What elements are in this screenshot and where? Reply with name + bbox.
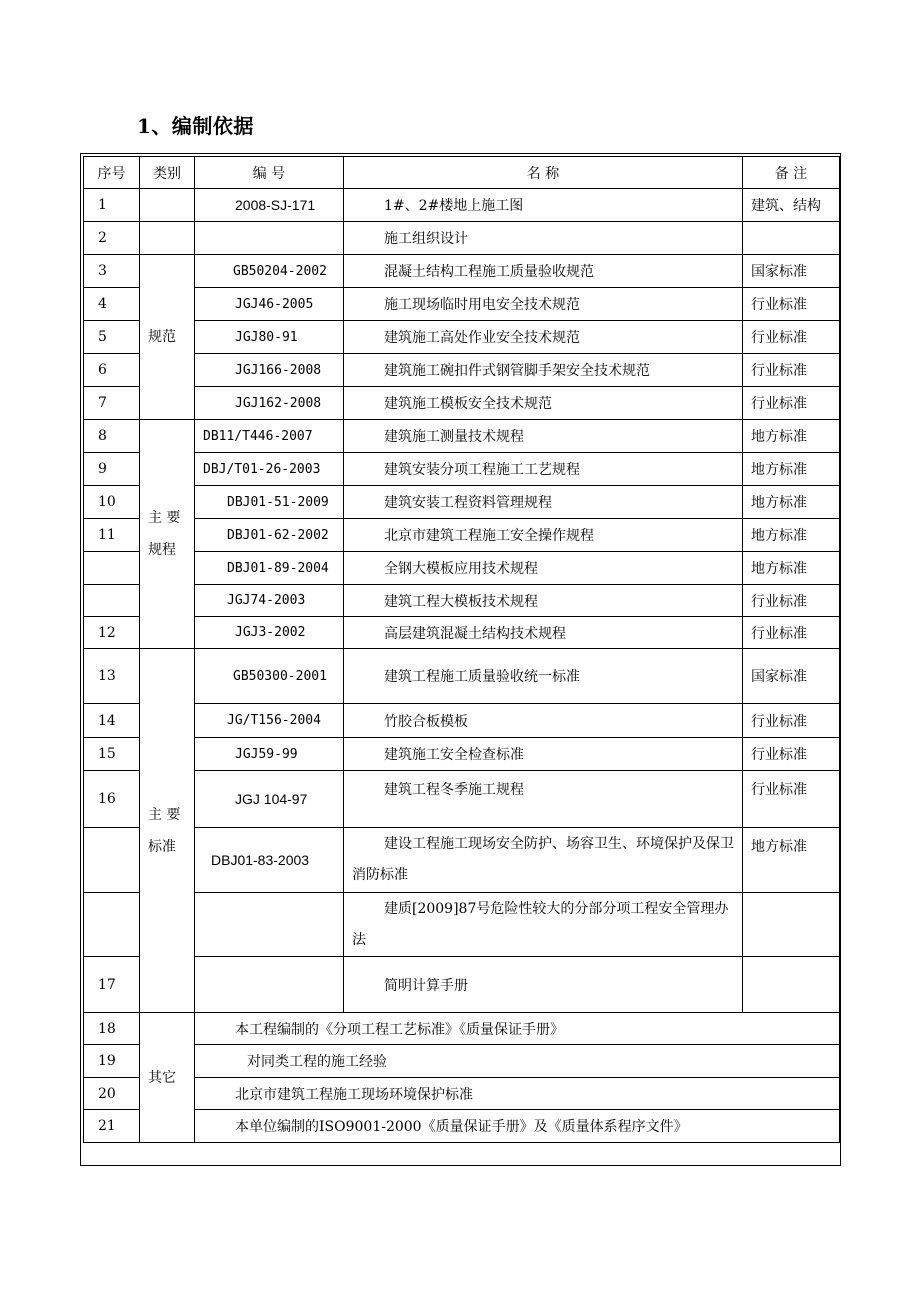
cell-code: DBJ01-83-2003 <box>195 828 344 893</box>
cell-code: JGJ74-2003 <box>195 585 344 617</box>
table-row <box>84 1078 840 1110</box>
table-row <box>84 828 840 893</box>
cell-note: 地方标准 <box>743 552 840 585</box>
cell-seq: 14 <box>84 704 140 738</box>
cell-name: 建设工程施工现场安全防护、场容卫生、环境保护及保卫消防标准 <box>344 828 743 893</box>
cell-code: JGJ59-99 <box>195 738 344 771</box>
cell-name: 施工组织设计 <box>344 222 743 255</box>
cell-note: 国家标准 <box>743 255 840 288</box>
cell-category-empty <box>140 189 195 222</box>
cell-seq <box>84 585 140 617</box>
table-row <box>84 255 840 288</box>
cell-other-text: 北京市建筑工程施工现场环境保护标准 <box>195 1078 840 1110</box>
header-note: 备 注 <box>743 157 840 189</box>
cell-seq: 9 <box>84 453 140 486</box>
cell-seq: 21 <box>84 1110 140 1143</box>
cell-seq: 5 <box>84 321 140 354</box>
cell-category-regulation: 主 要 规程 <box>140 420 195 649</box>
cell-name: 北京市建筑工程施工安全操作规程 <box>344 519 743 552</box>
cell-code: JGJ80-91 <box>195 321 344 354</box>
header-category: 类别 <box>140 157 195 189</box>
cell-category-standard: 主 要 标准 <box>140 649 195 1013</box>
table-row <box>84 585 840 617</box>
cell-other-text: 本单位编制的ISO9001-2000《质量保证手册》及《质量体系程序文件》 <box>195 1110 840 1143</box>
table-row <box>84 387 840 420</box>
table-row <box>84 649 840 704</box>
cell-note: 行业标准 <box>743 321 840 354</box>
cell-code: JGJ3-2002 <box>195 617 344 649</box>
cell-seq: 2 <box>84 222 140 255</box>
cell-code: GB50300-2001 <box>195 649 344 704</box>
cell-name: 建筑施工模板安全技术规范 <box>344 387 743 420</box>
cell-seq: 19 <box>84 1045 140 1078</box>
table-row <box>84 552 840 585</box>
cell-code: JGJ166-2008 <box>195 354 344 387</box>
cell-name: 建筑安装分项工程施工工艺规程 <box>344 453 743 486</box>
cell-note: 地方标准 <box>743 420 840 453</box>
cell-seq: 16 <box>84 771 140 828</box>
cell-seq: 15 <box>84 738 140 771</box>
cell-seq: 8 <box>84 420 140 453</box>
cell-code: GB50204-2002 <box>195 255 344 288</box>
header-name: 名 称 <box>344 157 743 189</box>
cell-name: 全钢大模板应用技术规程 <box>344 552 743 585</box>
cell-note: 地方标准 <box>743 486 840 519</box>
cell-note: 行业标准 <box>743 585 840 617</box>
table-row <box>84 420 840 453</box>
cell-seq: 4 <box>84 288 140 321</box>
table-row <box>84 519 840 552</box>
cell-category-spec: 规范 <box>140 255 195 420</box>
cell-name: 施工现场临时用电安全技术规范 <box>344 288 743 321</box>
cell-name: 1#、2#楼地上施工图 <box>344 189 743 222</box>
cell-note: 行业标准 <box>743 288 840 321</box>
cell-name: 建筑工程大模板技术规程 <box>344 585 743 617</box>
cell-seq <box>84 552 140 585</box>
cell-seq <box>84 828 140 893</box>
cell-name: 建筑施工测量技术规程 <box>344 420 743 453</box>
cell-note: 地方标准 <box>743 519 840 552</box>
cell-code: DB11/T446-2007 <box>195 420 344 453</box>
table-row <box>84 288 840 321</box>
cell-code: DBJ01-62-2002 <box>195 519 344 552</box>
cell-name: 建筑施工碗扣件式钢管脚手架安全技术规范 <box>344 354 743 387</box>
cell-note: 地方标准 <box>743 828 840 893</box>
cell-seq: 13 <box>84 649 140 704</box>
table-row <box>84 189 840 222</box>
table-row <box>84 704 840 738</box>
cell-name: 建筑工程冬季施工规程 <box>344 771 743 828</box>
cell-name: 建筑施工高处作业安全技术规范 <box>344 321 743 354</box>
cell-note: 行业标准 <box>743 387 840 420</box>
table-row <box>84 771 840 828</box>
cell-note: 国家标准 <box>743 649 840 704</box>
cell-code: DBJ01-51-2009 <box>195 486 344 519</box>
table-row <box>84 453 840 486</box>
cell-seq <box>84 893 140 957</box>
cell-note: 行业标准 <box>743 738 840 771</box>
table-row <box>84 321 840 354</box>
cell-name: 建筑施工安全检查标准 <box>344 738 743 771</box>
cell-seq: 7 <box>84 387 140 420</box>
basis-table <box>83 156 840 1143</box>
cell-name: 简明计算手册 <box>344 957 743 1013</box>
header-code: 编 号 <box>195 157 344 189</box>
cell-code: JGJ46-2005 <box>195 288 344 321</box>
cell-seq: 3 <box>84 255 140 288</box>
cell-note: 行业标准 <box>743 771 840 828</box>
table-row <box>84 222 840 255</box>
table-row <box>84 1110 840 1143</box>
cell-category-empty <box>140 222 195 255</box>
table-row <box>84 486 840 519</box>
cell-note: 行业标准 <box>743 617 840 649</box>
table-row <box>84 957 840 1013</box>
cell-note: 建筑、结构 <box>743 189 840 222</box>
document-title: 1、编制依据 <box>137 114 254 138</box>
cell-note: 地方标准 <box>743 453 840 486</box>
cell-code: JGJ162-2008 <box>195 387 344 420</box>
cell-code: DBJ/T01-26-2003 <box>195 453 344 486</box>
table-header-row <box>84 157 840 189</box>
cell-note: 行业标准 <box>743 354 840 387</box>
table-row <box>84 893 840 957</box>
cell-seq: 10 <box>84 486 140 519</box>
cell-code <box>195 893 344 957</box>
cell-name: 建质[2009]87号危险性较大的分部分项工程安全管理办法 <box>344 893 743 957</box>
cell-seq: 1 <box>84 189 140 222</box>
cell-other-text: 对同类工程的施工经验 <box>195 1045 840 1078</box>
cell-seq: 11 <box>84 519 140 552</box>
cell-category-other: 其它 <box>140 1013 195 1143</box>
cell-name: 高层建筑混凝土结构技术规程 <box>344 617 743 649</box>
cell-seq: 18 <box>84 1013 140 1045</box>
cell-seq: 12 <box>84 617 140 649</box>
cell-other-text: 本工程编制的《分项工程工艺标准》《质量保证手册》 <box>195 1013 840 1045</box>
cell-seq: 20 <box>84 1078 140 1110</box>
cell-code <box>195 957 344 1013</box>
table-row <box>84 738 840 771</box>
cell-seq: 17 <box>84 957 140 1013</box>
cell-code <box>195 222 344 255</box>
cell-name: 建筑安装工程资料管理规程 <box>344 486 743 519</box>
cell-name: 建筑工程施工质量验收统一标准 <box>344 649 743 704</box>
table-row <box>84 617 840 649</box>
cell-code: JGJ 104-97 <box>195 771 344 828</box>
table-row <box>84 354 840 387</box>
cell-note <box>743 957 840 1013</box>
cell-note <box>743 222 840 255</box>
cell-note <box>743 893 840 957</box>
cell-name: 混凝土结构工程施工质量验收规范 <box>344 255 743 288</box>
table-row <box>84 1013 840 1045</box>
cell-code: JG/T156-2004 <box>195 704 344 738</box>
table-row <box>84 1045 840 1078</box>
cell-seq: 6 <box>84 354 140 387</box>
cell-code: DBJ01-89-2004 <box>195 552 344 585</box>
cell-name: 竹胶合板模板 <box>344 704 743 738</box>
cell-note: 行业标准 <box>743 704 840 738</box>
cell-code: 2008-SJ-171 <box>195 189 344 222</box>
header-seq: 序号 <box>84 157 140 189</box>
